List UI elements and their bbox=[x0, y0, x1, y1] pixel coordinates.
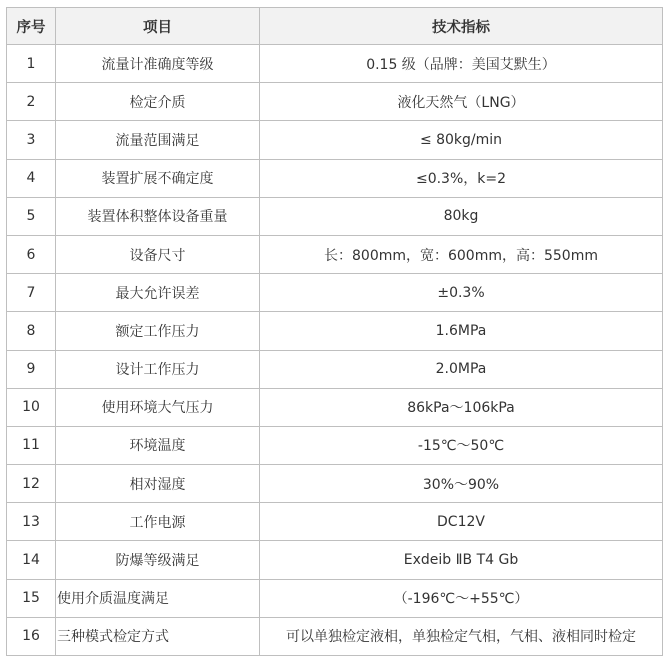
table-row bbox=[7, 159, 663, 197]
header-spec: 技术指标 bbox=[260, 8, 663, 45]
row-no: 8 bbox=[7, 312, 56, 350]
row-no: 10 bbox=[7, 388, 56, 426]
row-no: 5 bbox=[7, 197, 56, 235]
header-item: 项目 bbox=[56, 8, 260, 45]
row-spec: DC12V bbox=[260, 503, 663, 541]
row-spec: ≤0.3%，k=2 bbox=[260, 159, 663, 197]
row-spec: 86kPa～106kPa bbox=[260, 388, 663, 426]
table-row bbox=[7, 503, 663, 541]
row-no: 3 bbox=[7, 121, 56, 159]
table-row bbox=[7, 350, 663, 388]
row-no: 6 bbox=[7, 235, 56, 273]
row-item: 使用介质温度满足 bbox=[56, 579, 260, 617]
row-spec: ≤ 80kg/min bbox=[260, 121, 663, 159]
row-item: 环境温度 bbox=[56, 426, 260, 464]
row-item: 装置扩展不确定度 bbox=[56, 159, 260, 197]
row-no: 15 bbox=[7, 579, 56, 617]
header-row bbox=[7, 8, 663, 45]
row-item: 最大允许误差 bbox=[56, 274, 260, 312]
row-spec: -15℃～50℃ bbox=[260, 426, 663, 464]
row-spec: ±0.3% bbox=[260, 274, 663, 312]
row-item: 装置体积整体设备重量 bbox=[56, 197, 260, 235]
row-no: 9 bbox=[7, 350, 56, 388]
table-row bbox=[7, 235, 663, 273]
table-row bbox=[7, 121, 663, 159]
spec-table bbox=[6, 7, 663, 656]
table-row bbox=[7, 312, 663, 350]
table-row bbox=[7, 274, 663, 312]
row-spec: 1.6MPa bbox=[260, 312, 663, 350]
row-no: 1 bbox=[7, 45, 56, 83]
row-no: 2 bbox=[7, 83, 56, 121]
table-row bbox=[7, 465, 663, 503]
row-spec: 2.0MPa bbox=[260, 350, 663, 388]
row-spec: 长：800mm，宽：600mm，高：550mm bbox=[260, 235, 663, 273]
row-item: 相对湿度 bbox=[56, 465, 260, 503]
row-item: 检定介质 bbox=[56, 83, 260, 121]
row-item: 设计工作压力 bbox=[56, 350, 260, 388]
row-item: 三种模式检定方式 bbox=[56, 617, 260, 655]
row-item: 使用环境大气压力 bbox=[56, 388, 260, 426]
header-no: 序号 bbox=[7, 8, 56, 45]
row-item: 工作电源 bbox=[56, 503, 260, 541]
row-spec: 液化天然气（LNG） bbox=[260, 83, 663, 121]
row-item: 流量范围满足 bbox=[56, 121, 260, 159]
row-spec: Exdeib ⅡB T4 Gb bbox=[260, 541, 663, 579]
row-spec: 可以单独检定液相，单独检定气相，气相、液相同时检定 bbox=[260, 617, 663, 655]
table-row bbox=[7, 388, 663, 426]
row-no: 12 bbox=[7, 465, 56, 503]
row-no: 14 bbox=[7, 541, 56, 579]
row-item: 设备尺寸 bbox=[56, 235, 260, 273]
row-spec: 0.15 级（品牌：美国艾默生） bbox=[260, 45, 663, 83]
row-item: 额定工作压力 bbox=[56, 312, 260, 350]
row-no: 7 bbox=[7, 274, 56, 312]
table-row bbox=[7, 617, 663, 655]
row-spec: 30%～90% bbox=[260, 465, 663, 503]
row-item: 流量计准确度等级 bbox=[56, 45, 260, 83]
row-no: 16 bbox=[7, 617, 56, 655]
table-row bbox=[7, 579, 663, 617]
row-no: 13 bbox=[7, 503, 56, 541]
table-row bbox=[7, 83, 663, 121]
row-no: 4 bbox=[7, 159, 56, 197]
table-row bbox=[7, 541, 663, 579]
row-no: 11 bbox=[7, 426, 56, 464]
table-row bbox=[7, 197, 663, 235]
row-spec: （-196℃～+55℃） bbox=[260, 579, 663, 617]
table-row bbox=[7, 45, 663, 83]
row-item: 防爆等级满足 bbox=[56, 541, 260, 579]
row-spec: 80kg bbox=[260, 197, 663, 235]
table-row bbox=[7, 426, 663, 464]
